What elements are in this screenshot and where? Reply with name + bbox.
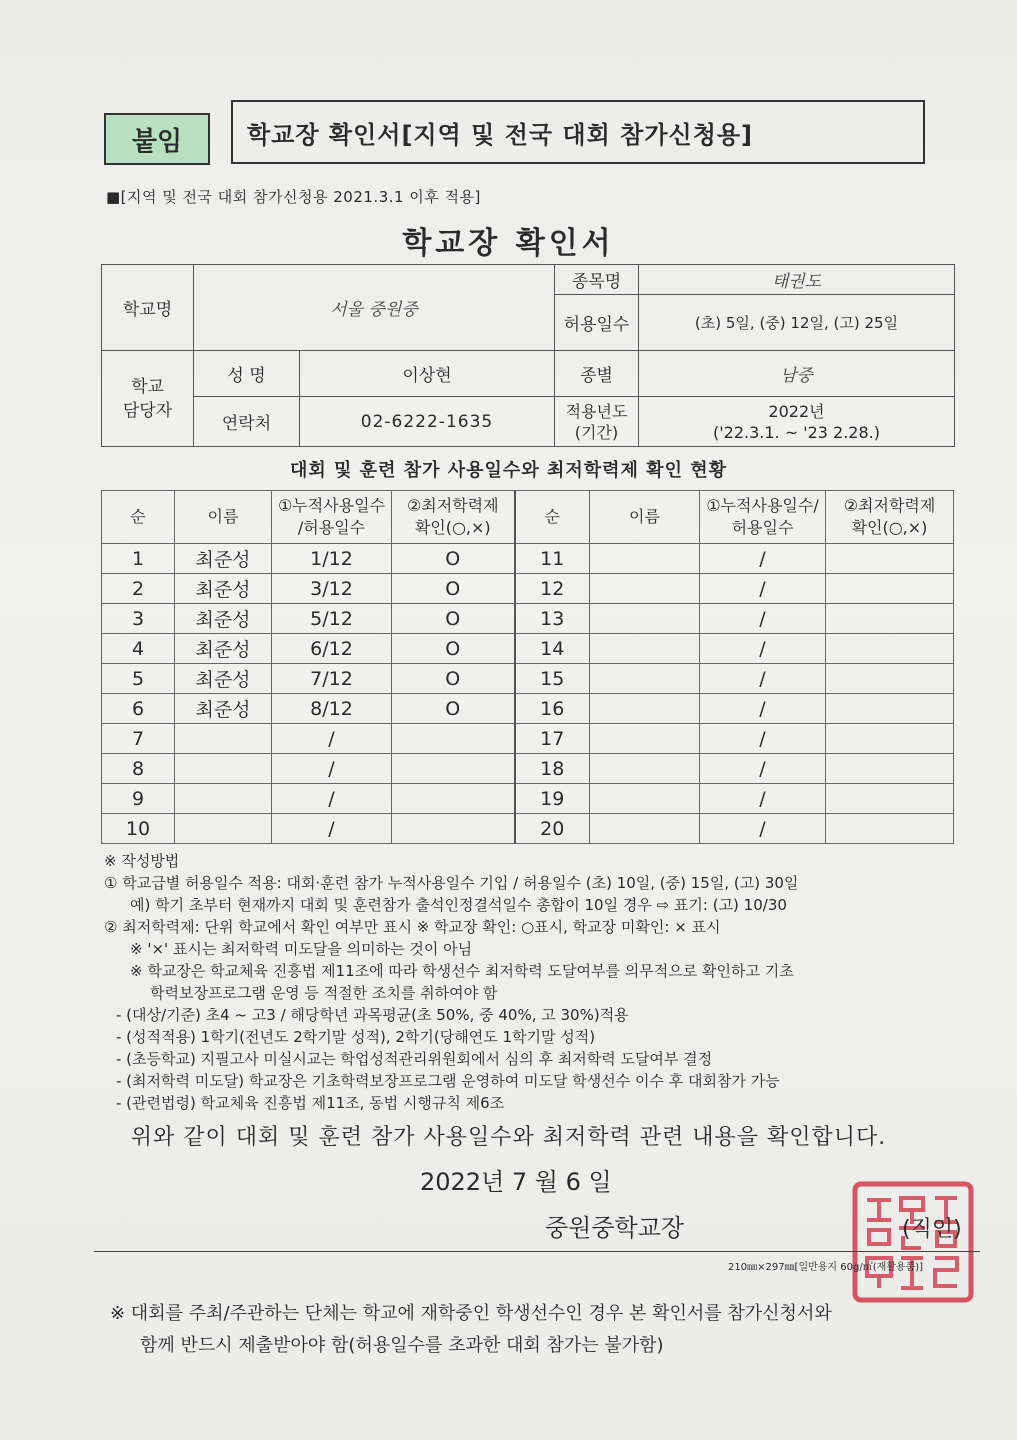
header-seq-2: 순 — [515, 491, 590, 544]
divider — [94, 1251, 980, 1252]
row-name-2 — [590, 574, 700, 604]
info-table — [101, 264, 955, 447]
row-seq: 3 — [102, 604, 175, 634]
row-days: 8/12 — [272, 694, 392, 724]
row-check: O — [392, 664, 515, 694]
row-name — [175, 784, 272, 814]
row-name: 최준성 — [175, 694, 272, 724]
sign-date: 2022년 7 월 6 일 — [420, 1168, 612, 1196]
row-name: 최준성 — [175, 574, 272, 604]
row-name: 최준성 — [175, 604, 272, 634]
table-row — [102, 664, 954, 694]
row-days: 3/12 — [272, 574, 392, 604]
attachment-tag: 붙임 — [104, 113, 210, 165]
category-value: 남중 — [639, 351, 955, 397]
row-name-2 — [590, 724, 700, 754]
row-check — [392, 784, 515, 814]
period-value: 2022년 ('22.3.1. ~ '23 2.28.) — [639, 397, 955, 447]
name-label: 성 명 — [194, 351, 300, 397]
row-days-2: / — [700, 664, 826, 694]
row-seq-2: 17 — [515, 724, 590, 754]
row-seq: 6 — [102, 694, 175, 724]
category-label: 종별 — [555, 351, 639, 397]
row-name-2 — [590, 544, 700, 574]
seal-label: (직인) — [902, 1217, 962, 1242]
row-check-2 — [826, 814, 954, 844]
allowed-value: (초) 5일, (중) 12일, (고) 25일 — [639, 295, 955, 351]
contact-value: 02-6222-1635 — [300, 397, 555, 447]
table-row — [102, 544, 954, 574]
table-row — [102, 724, 954, 754]
table-header-row — [102, 491, 954, 544]
row-name-2 — [590, 634, 700, 664]
section-title: 대회 및 훈련 참가 사용일수와 최저학력제 확인 현황 — [289, 460, 727, 481]
detail-2: - (성적적용) 1학기(전년도 2학기말 성적), 2학기(당해연도 1학기말 성적) — [116, 1028, 596, 1046]
row-check — [392, 724, 515, 754]
form-title: 학교장 확인서[지역 및 전국 대회 참가신청용] — [231, 100, 925, 164]
row-seq-2: 18 — [515, 754, 590, 784]
row-check-2 — [826, 544, 954, 574]
table-row — [102, 634, 954, 664]
usage-table — [101, 490, 954, 844]
footer-line-1: ※ 대회를 주최/주관하는 단체는 학교에 재학중인 학생선수인 경우 본 확인서를 참가신청서와 — [110, 1303, 832, 1324]
note-2b: ※ 학교장은 학교체육 진흥법 제11조에 따라 학생선수 최저학력 도달여부를 의무적으로 확인하고 기초 — [130, 962, 794, 980]
paper-spec: 210㎜×297㎜[일반용지 60g/㎡(재활용품)] — [728, 1262, 924, 1273]
row-days-2: / — [700, 814, 826, 844]
row-days: 5/12 — [272, 604, 392, 634]
note-1-example: 예) 학기 초부터 현재까지 대회 및 훈련참가 출석인정결석일수 총합이 10일 경우 ⇨ 표기: (고) 10/30 — [130, 896, 787, 914]
note-2c: 학력보장프로그램 운영 등 적절한 조치를 취하여야 함 — [150, 984, 498, 1002]
table-row — [102, 814, 954, 844]
row-seq-2: 11 — [515, 544, 590, 574]
row-name-2 — [590, 814, 700, 844]
row-name: 최준성 — [175, 634, 272, 664]
sport-label: 종목명 — [555, 265, 639, 295]
row-days: / — [272, 814, 392, 844]
row-days-2: / — [700, 724, 826, 754]
row-check-2 — [826, 664, 954, 694]
row-seq: 10 — [102, 814, 175, 844]
name-value: 이상현 — [300, 351, 555, 397]
principal-sign: 중원중학교장 — [545, 1214, 685, 1242]
row-name — [175, 724, 272, 754]
header-days: ①누적사용일수 /허용일수 — [272, 491, 392, 544]
sport-value: 태권도 — [639, 265, 955, 295]
detail-5: - (관련법령) 학교체육 진흥법 제11조, 동법 시행규칙 제6조 — [116, 1094, 505, 1112]
row-seq-2: 19 — [515, 784, 590, 814]
row-seq-2: 14 — [515, 634, 590, 664]
row-check-2 — [826, 574, 954, 604]
row-check-2 — [826, 724, 954, 754]
row-check: O — [392, 544, 515, 574]
notes-heading: ※ 작성방법 — [104, 852, 180, 870]
detail-1: - (대상/기준) 초4 ~ 고3 / 해당학년 과목평균(초 50%, 중 40%, 고 30%)적용 — [116, 1006, 629, 1024]
document-title: 학교장 확인서 — [402, 226, 615, 261]
note-1: ① 학교급별 허용일수 적용: 대회·훈련 참가 누적사용일수 기입 / 허용일수 (초) 10일, (중) 15일, (고) 30일 — [104, 874, 799, 892]
row-days-2: / — [700, 784, 826, 814]
row-seq-2: 12 — [515, 574, 590, 604]
row-seq: 7 — [102, 724, 175, 754]
row-seq: 2 — [102, 574, 175, 604]
table-row — [102, 604, 954, 634]
header-name-2: 이름 — [590, 491, 700, 544]
note-2a: ※ '×' 표시는 최저학력 미도달을 의미하는 것이 아님 — [130, 940, 473, 958]
period-label: 적용년도 (기간) — [555, 397, 639, 447]
row-days: / — [272, 724, 392, 754]
row-check-2 — [826, 784, 954, 814]
header-check: ②최저학력제 확인(○,×) — [392, 491, 515, 544]
row-seq: 1 — [102, 544, 175, 574]
header-days-2: ①누적사용일수/ 허용일수 — [700, 491, 826, 544]
row-check: O — [392, 694, 515, 724]
row-seq-2: 13 — [515, 604, 590, 634]
row-seq: 8 — [102, 754, 175, 784]
row-seq: 9 — [102, 784, 175, 814]
table-row — [102, 574, 954, 604]
row-seq: 5 — [102, 664, 175, 694]
header-check-2: ②최저학력제 확인(○,×) — [826, 491, 954, 544]
row-seq: 4 — [102, 634, 175, 664]
footer-line-2: 함께 반드시 제출받아야 함(허용일수를 초과한 대회 참가는 불가함) — [140, 1335, 664, 1356]
row-seq-2: 16 — [515, 694, 590, 724]
row-name: 최준성 — [175, 544, 272, 574]
table-row — [102, 784, 954, 814]
row-days-2: / — [700, 544, 826, 574]
row-name-2 — [590, 694, 700, 724]
row-check: O — [392, 574, 515, 604]
row-days-2: / — [700, 694, 826, 724]
row-days: / — [272, 784, 392, 814]
row-days-2: / — [700, 604, 826, 634]
row-check-2 — [826, 634, 954, 664]
row-name: 최준성 — [175, 664, 272, 694]
row-check-2 — [826, 604, 954, 634]
row-check — [392, 754, 515, 784]
header-name: 이름 — [175, 491, 272, 544]
row-seq-2: 15 — [515, 664, 590, 694]
manager-label: 학교 담당자 — [102, 351, 194, 447]
row-days-2: / — [700, 634, 826, 664]
row-seq-2: 20 — [515, 814, 590, 844]
row-name-2 — [590, 604, 700, 634]
row-check-2 — [826, 694, 954, 724]
confirm-statement: 위와 같이 대회 및 훈련 참가 사용일수와 최저학력 관련 내용을 확인합니다. — [130, 1125, 887, 1150]
row-name — [175, 754, 272, 784]
header-seq: 순 — [102, 491, 175, 544]
row-name-2 — [590, 784, 700, 814]
row-days: 1/12 — [272, 544, 392, 574]
form-subnote: ■[지역 및 전국 대회 참가신청용 2021.3.1 이후 적용] — [106, 188, 481, 206]
row-check: O — [392, 604, 515, 634]
row-name-2 — [590, 664, 700, 694]
row-check — [392, 814, 515, 844]
footer-note — [110, 1298, 970, 1362]
row-check-2 — [826, 754, 954, 784]
row-days: 7/12 — [272, 664, 392, 694]
allowed-label: 허용일수 — [555, 295, 639, 351]
detail-4: - (최저학력 미도달) 학교장은 기초학력보장프로그램 운영하여 미도달 학생선수 이수 후 대회참가 가능 — [116, 1072, 780, 1090]
table-row — [102, 694, 954, 724]
row-days-2: / — [700, 574, 826, 604]
instructions — [104, 850, 984, 1114]
row-days-2: / — [700, 754, 826, 784]
contact-label: 연락처 — [194, 397, 300, 447]
note-2: ② 최저학력제: 단위 학교에서 확인 여부만 표시 ※ 학교장 확인: ○표시, 학교장 미확인: × 표시 — [104, 918, 721, 936]
row-days: 6/12 — [272, 634, 392, 664]
detail-3: - (초등학교) 지필고사 미실시교는 학업성적관리위원회에서 심의 후 최저학력 도달여부 결정 — [116, 1050, 713, 1068]
table-row — [102, 754, 954, 784]
row-name — [175, 814, 272, 844]
school-value: 서울 중원중 — [194, 265, 555, 351]
school-label: 학교명 — [102, 265, 194, 351]
row-name-2 — [590, 754, 700, 784]
row-days: / — [272, 754, 392, 784]
row-check: O — [392, 634, 515, 664]
